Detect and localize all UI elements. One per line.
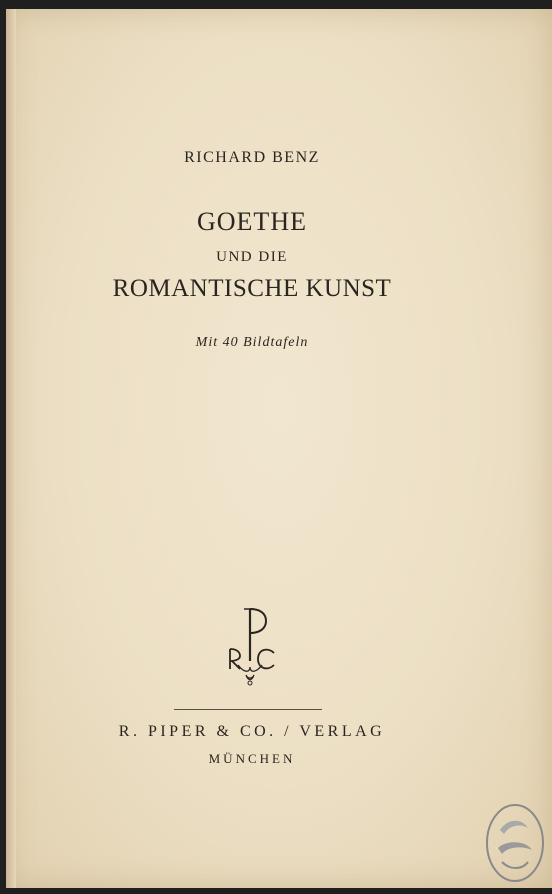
publisher-name: R. PIPER & CO. / VERLAG — [118, 723, 386, 740]
title-page — [6, 9, 552, 888]
divider-rule — [174, 709, 322, 710]
book-title-line-2: UND DIE — [216, 249, 288, 265]
book-title-line-1: GOETHE — [197, 207, 307, 236]
publisher-logo-icon — [216, 603, 288, 689]
publisher-city: MÜNCHEN — [208, 751, 296, 766]
book-subtitle: Mit 40 Bildtafeln — [195, 335, 309, 350]
author-name: RICHARD BENZ — [184, 149, 320, 166]
ownership-stamp-icon — [482, 800, 548, 886]
book-title-line-3: ROMANTISCHE KUNST — [112, 275, 392, 302]
